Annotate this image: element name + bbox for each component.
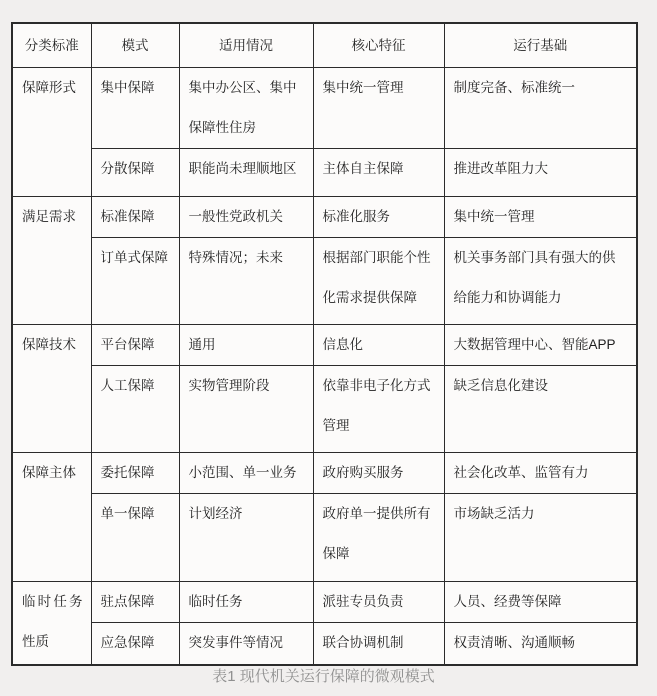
situation-cell: 突发事件等情况: [179, 623, 313, 665]
situation-cell: 通用: [179, 325, 313, 366]
table-row: [12, 366, 637, 453]
feature-cell: 主体自主保障: [313, 149, 444, 197]
feature-cell: 政府购买服务: [313, 453, 444, 494]
category-cell: 保障形式: [12, 68, 91, 197]
mode-cell: 平台保障: [91, 325, 179, 366]
header-cell-feature: 核心特征: [313, 23, 444, 68]
basis-cell: 社会化改革、监管有力: [444, 453, 637, 494]
feature-cell: 信息化: [313, 325, 444, 366]
mode-cell: 驻点保障: [91, 582, 179, 623]
mode-cell: 集中保障: [91, 68, 179, 149]
basis-cell: 大数据管理中心、智能APP: [444, 325, 637, 366]
header-cell-mode: 模式: [91, 23, 179, 68]
table-row: [12, 494, 637, 582]
micro-modes-table: [11, 22, 638, 666]
situation-cell: 集中办公区、集中保障性住房: [179, 68, 313, 149]
situation-cell: 一般性党政机关: [179, 197, 313, 238]
feature-cell: 根据部门职能个性化需求提供保障: [313, 238, 444, 325]
table-container: [11, 22, 636, 666]
feature-cell: 标准化服务: [313, 197, 444, 238]
feature-cell: 政府单一提供所有保障: [313, 494, 444, 582]
header-cell-situation: 适用情况: [179, 23, 313, 68]
table-caption: 表1 现代机关运行保障的微观模式: [212, 668, 435, 685]
table-row: [12, 68, 637, 149]
mode-cell: 标准保障: [91, 197, 179, 238]
basis-cell: 集中统一管理: [444, 197, 637, 238]
category-cell: 临时任务性质: [12, 582, 91, 665]
situation-cell: 临时任务: [179, 582, 313, 623]
category-cell: 满足需求: [12, 197, 91, 325]
basis-cell: 权责清晰、沟通顺畅: [444, 623, 637, 665]
table-row: [12, 238, 637, 325]
header-cell-basis: 运行基础: [444, 23, 637, 68]
situation-cell: 特殊情况；未来: [179, 238, 313, 325]
header-row: [12, 23, 637, 68]
basis-cell: 市场缺乏活力: [444, 494, 637, 582]
basis-cell: 人员、经费等保障: [444, 582, 637, 623]
situation-cell: 实物管理阶段: [179, 366, 313, 453]
mode-cell: 委托保障: [91, 453, 179, 494]
mode-cell: 单一保障: [91, 494, 179, 582]
table-row: [12, 623, 637, 665]
table-row: [12, 325, 637, 366]
mode-cell: 分散保障: [91, 149, 179, 197]
basis-cell: 机关事务部门具有强大的供给能力和协调能力: [444, 238, 637, 325]
situation-cell: 职能尚未理顺地区: [179, 149, 313, 197]
basis-cell: 制度完备、标准统一: [444, 68, 637, 149]
mode-cell: 应急保障: [91, 623, 179, 665]
header-cell-category: 分类标准: [12, 23, 91, 68]
table-row: [12, 149, 637, 197]
feature-cell: 集中统一管理: [313, 68, 444, 149]
category-cell: 保障主体: [12, 453, 91, 582]
feature-cell: 派驻专员负责: [313, 582, 444, 623]
table-row: [12, 582, 637, 623]
situation-cell: 计划经济: [179, 494, 313, 582]
mode-cell: 订单式保障: [91, 238, 179, 325]
situation-cell: 小范围、单一业务: [179, 453, 313, 494]
category-cell: 保障技术: [12, 325, 91, 453]
feature-cell: 联合协调机制: [313, 623, 444, 665]
basis-cell: 缺乏信息化建设: [444, 366, 637, 453]
table-row: [12, 453, 637, 494]
table-row: [12, 197, 637, 238]
basis-cell: 推进改革阻力大: [444, 149, 637, 197]
mode-cell: 人工保障: [91, 366, 179, 453]
feature-cell: 依靠非电子化方式管理: [313, 366, 444, 453]
